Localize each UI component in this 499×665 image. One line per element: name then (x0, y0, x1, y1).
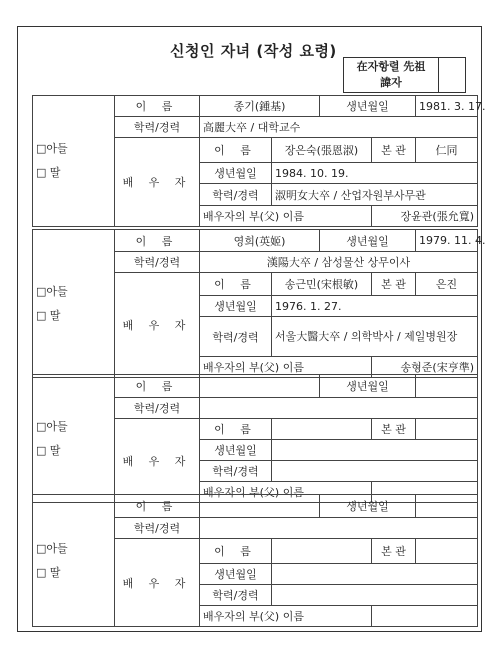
spouse-education-value[interactable] (272, 461, 478, 482)
spouse-label: 배 우 자 (115, 273, 200, 378)
child-education-value[interactable] (200, 518, 478, 539)
spouse-clan-label: 본 관 (372, 419, 416, 440)
daughter-checkbox[interactable]: □ 딸 (36, 443, 61, 457)
spouse-clan-value[interactable] (416, 539, 478, 564)
spouse-name-label: 이 름 (200, 273, 272, 296)
child-birth-label: 생년월일 (320, 495, 416, 518)
spouse-birth-label: 생년월일 (200, 564, 272, 585)
child-name-label: 이 름 (115, 96, 200, 117)
child-gender-cell[interactable] (33, 495, 115, 627)
child-birth-label: 생년월일 (320, 96, 416, 117)
child-education-label: 학력/경력 (115, 117, 200, 138)
spouse-father-value[interactable]: 장윤관(張允寬) (372, 206, 478, 227)
spouse-name-value[interactable]: 장은숙(張恩淑) (272, 138, 372, 163)
spouse-birth-value[interactable] (272, 440, 478, 461)
child-education-value[interactable]: 漢陽大卒 / 삼성물산 상무이사 (200, 252, 478, 273)
spouse-education-label: 학력/경력 (200, 585, 272, 606)
spouse-father-label: 배우자의 부(父) 이름 (200, 606, 372, 627)
child-block-4 (32, 494, 478, 627)
child-birth-value[interactable] (416, 375, 478, 398)
child-gender-cell[interactable] (33, 375, 115, 503)
child-education-label: 학력/경력 (115, 398, 200, 419)
child-name-label: 이 름 (115, 230, 200, 252)
daughter-checkbox[interactable]: □ 딸 (36, 308, 61, 322)
daughter-checkbox[interactable]: □ 딸 (36, 565, 61, 579)
son-checkbox[interactable]: □아들 (36, 284, 68, 298)
spouse-birth-label: 생년월일 (200, 440, 272, 461)
child-birth-value[interactable]: 1981. 3. 17. (416, 96, 478, 117)
child-birth-label: 생년월일 (320, 375, 416, 398)
page-title: 신청인 자녀 (작성 요령) (170, 42, 337, 60)
spouse-clan-value[interactable]: 仁同 (416, 138, 478, 163)
spouse-name-label: 이 름 (200, 419, 272, 440)
spouse-birth-label: 생년월일 (200, 296, 272, 317)
daughter-checkbox[interactable]: □ 딸 (36, 166, 61, 179)
spouse-education-value[interactable]: 淑明女大卒 / 산업자원부사무관 (272, 184, 478, 206)
spouse-father-value[interactable] (372, 606, 478, 627)
child-birth-value[interactable]: 1979. 11. 4. (416, 230, 478, 252)
child-gender-cell[interactable] (33, 230, 115, 378)
spouse-education-label: 학력/경력 (200, 184, 272, 206)
spouse-birth-value[interactable]: 1976. 1. 27. (272, 296, 478, 317)
child-education-label: 학력/경력 (115, 518, 200, 539)
spouse-father-label: 배우자의 부(父) 이름 (200, 357, 372, 378)
spouse-birth-value[interactable]: 1984. 10. 19. (272, 163, 478, 184)
spouse-education-value[interactable]: 서울大醫大卒 / 의학박사 / 제일병원장 (272, 317, 478, 357)
son-checkbox[interactable]: □아들 (36, 142, 68, 155)
spouse-clan-label: 본 관 (372, 138, 416, 163)
spouse-education-value[interactable] (272, 585, 478, 606)
spouse-name-value[interactable] (272, 419, 372, 440)
ancestor-label-line2: 諱자 (380, 76, 402, 89)
child-birth-value[interactable] (416, 495, 478, 518)
child-birth-label: 생년월일 (320, 230, 416, 252)
child-block-3 (32, 374, 478, 503)
child-name-value[interactable] (200, 375, 320, 398)
spouse-clan-value[interactable] (416, 419, 478, 440)
ancestor-generation-box (343, 57, 466, 93)
child-education-value[interactable] (200, 398, 478, 419)
child-education-value[interactable]: 高麗大卒 / 대학교수 (200, 117, 478, 138)
son-checkbox[interactable]: □아들 (36, 419, 68, 433)
ancestor-generation-label (344, 58, 439, 92)
spouse-birth-value[interactable] (272, 564, 478, 585)
child-name-value[interactable]: 종기(鍾基) (200, 96, 320, 117)
spouse-education-label: 학력/경력 (200, 317, 272, 357)
spouse-clan-label: 본 관 (372, 539, 416, 564)
child-name-label: 이 름 (115, 495, 200, 518)
spouse-name-label: 이 름 (200, 138, 272, 163)
ancestor-label-line1: 在자항렬 先祖 (356, 60, 426, 73)
child-name-value[interactable]: 영희(英姬) (200, 230, 320, 252)
spouse-name-label: 이 름 (200, 539, 272, 564)
child-name-value[interactable] (200, 495, 320, 518)
spouse-name-value[interactable] (272, 539, 372, 564)
child-name-label: 이 름 (115, 375, 200, 398)
child-education-label: 학력/경력 (115, 252, 200, 273)
spouse-label: 배 우 자 (115, 419, 200, 503)
spouse-father-label: 배우자의 부(父) 이름 (200, 206, 372, 227)
son-checkbox[interactable]: □아들 (36, 541, 68, 555)
child-block-1 (32, 95, 486, 227)
spouse-father-label: 배우자의 부(父) 이름 (200, 482, 372, 503)
spouse-birth-label: 생년월일 (200, 163, 272, 184)
spouse-label: 배 우 자 (115, 539, 200, 627)
spouse-father-value[interactable]: 송형준(宋亨準) (372, 357, 478, 378)
child-block-2 (32, 229, 486, 378)
spouse-clan-value[interactable]: 은진 (416, 273, 478, 296)
spouse-clan-label: 본 관 (372, 273, 416, 296)
child-gender-cell[interactable] (33, 96, 115, 227)
spouse-label: 배 우 자 (115, 138, 200, 227)
spouse-name-value[interactable]: 송근민(宋根敏) (272, 273, 372, 296)
spouse-education-label: 학력/경력 (200, 461, 272, 482)
